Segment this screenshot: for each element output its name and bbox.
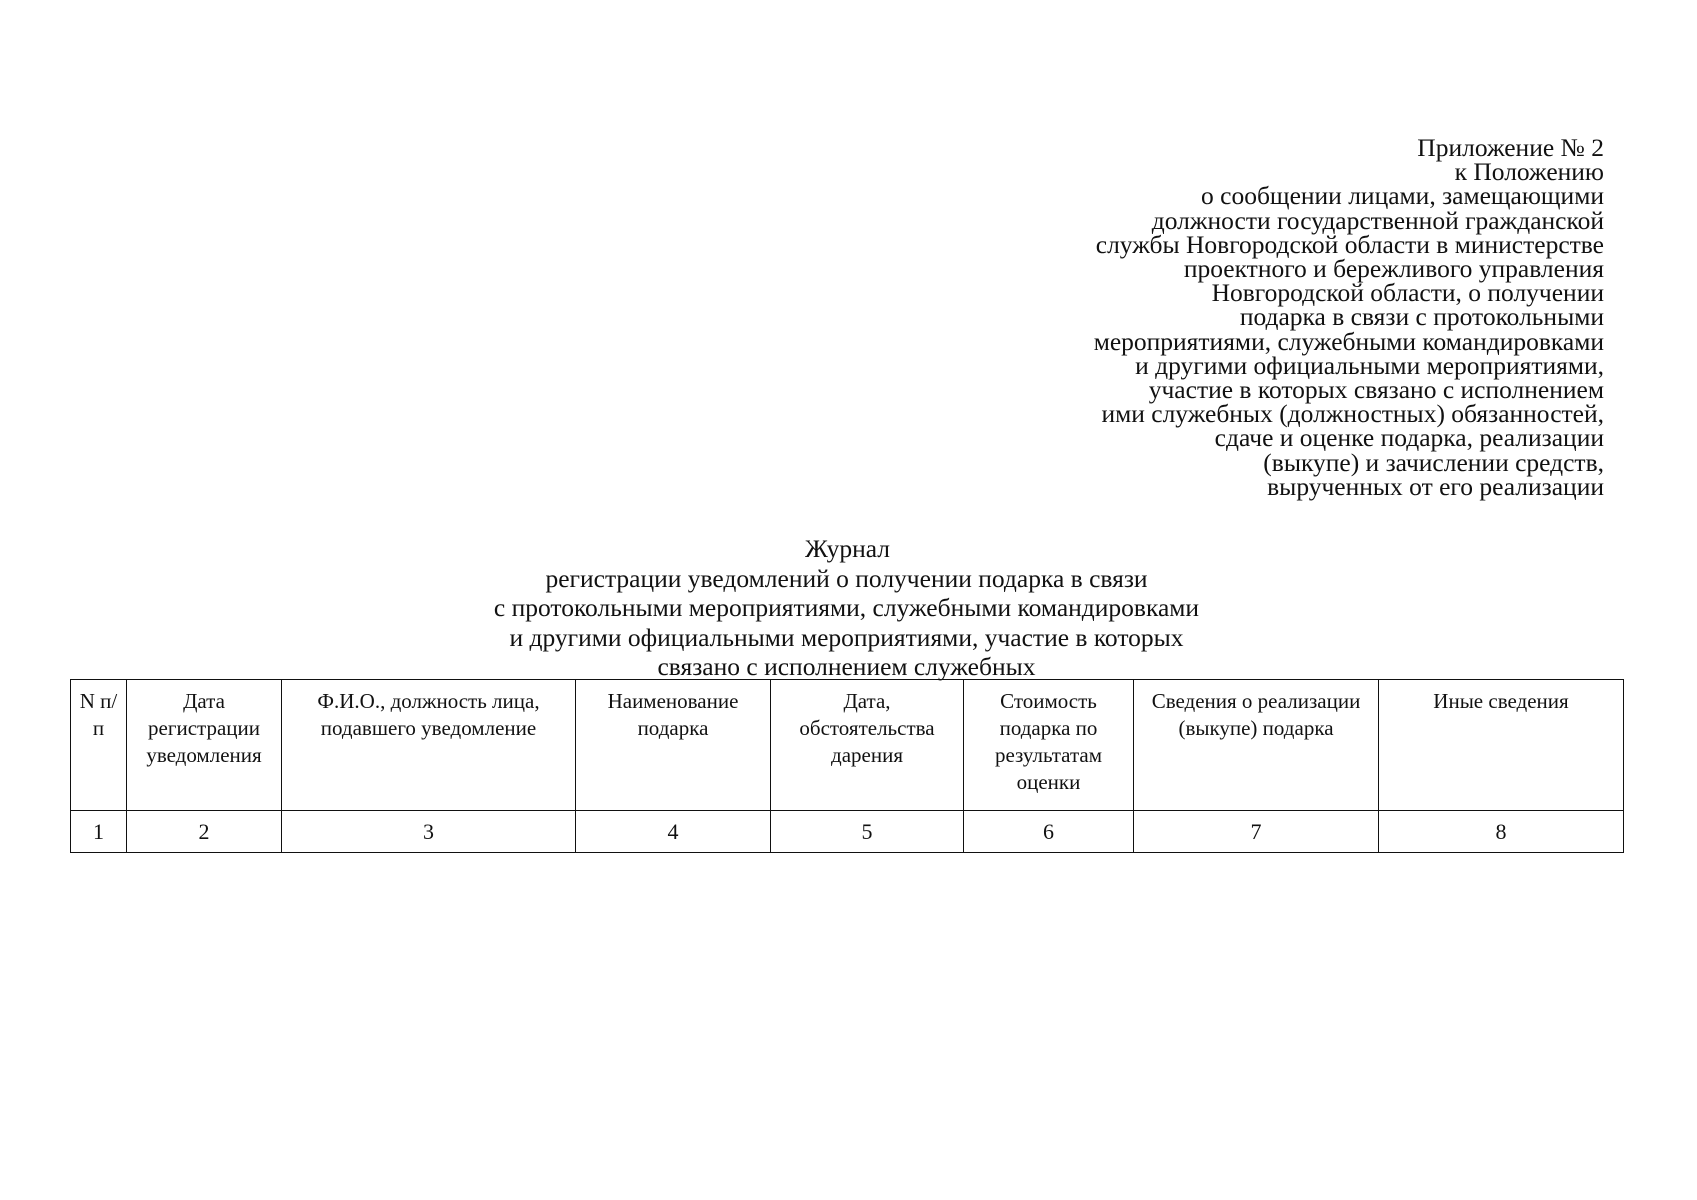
journal-subtitle-line: регистрации уведомлений о получении подарка в связи <box>545 563 1148 593</box>
journal-subtitle-line: и другими официальными мероприятиями, участие в которых <box>509 622 1184 652</box>
journal-title-block <box>0 534 1697 682</box>
appendix-line: должности государственной гражданской <box>1151 205 1604 235</box>
appendix-line: (выкупе) и зачислении средств, <box>1263 447 1604 477</box>
appendix-line: сдаче и оценке подарка, реализации <box>1214 423 1604 453</box>
appendix-line: вырученных от его реализации <box>1267 471 1604 501</box>
header-cell-number: N п/п <box>71 680 127 811</box>
appendix-line: Новгородской области, о получении <box>1211 278 1604 308</box>
column-number-cell: 8 <box>1379 811 1624 853</box>
appendix-line: участие в которых связано с исполнением <box>1148 375 1604 405</box>
appendix-line: подарка в связи с протокольными <box>1239 302 1604 332</box>
appendix-line: проектного и бережливого управления <box>1183 254 1604 284</box>
registration-journal-table <box>70 679 1624 853</box>
header-cell-gift-value: Стоимость подарка по результатам оценки <box>964 680 1134 811</box>
column-number-cell: 4 <box>576 811 771 853</box>
table-header-row <box>71 680 1624 811</box>
header-cell-gift-date: Дата, обстоятельства дарения <box>771 680 964 811</box>
appendix-line: ими служебных (должностных) обязанностей, <box>1101 399 1604 429</box>
appendix-line: к Положению <box>1454 157 1604 187</box>
appendix-line: службы Новгородской области в министерстве <box>1095 229 1604 259</box>
appendix-line: Приложение № 2 <box>1417 133 1604 162</box>
column-number-cell: 2 <box>127 811 282 853</box>
column-number-cell: 7 <box>1134 811 1379 853</box>
column-number-cell: 3 <box>282 811 576 853</box>
column-number-cell: 1 <box>71 811 127 853</box>
column-number-cell: 6 <box>964 811 1134 853</box>
header-cell-registration-date: Дата регистрации уведомления <box>127 680 282 811</box>
appendix-line: мероприятиями, служебными командировками <box>1093 326 1604 356</box>
journal-subtitle-line: с протокольными мероприятиями, служебными командировками <box>493 593 1200 622</box>
journal-subtitle-line: связано с исполнением служебных <box>657 652 1036 681</box>
journal-title: Журнал <box>804 534 891 563</box>
appendix-line: о сообщении лицами, замещающими <box>1201 181 1604 211</box>
table-column-number-row <box>71 811 1624 853</box>
header-cell-other-info: Иные сведения <box>1379 680 1624 811</box>
header-cell-sale-info: Сведения о реализации (выкупе) подарка <box>1134 680 1379 811</box>
column-number-cell: 5 <box>771 811 964 853</box>
header-cell-person: Ф.И.О., должность лица, подавшего уведомление <box>282 680 576 811</box>
header-cell-gift-name: Наименование подарка <box>576 680 771 811</box>
appendix-line: и другими официальными мероприятиями, <box>1135 350 1604 380</box>
appendix-reference <box>904 133 1604 501</box>
